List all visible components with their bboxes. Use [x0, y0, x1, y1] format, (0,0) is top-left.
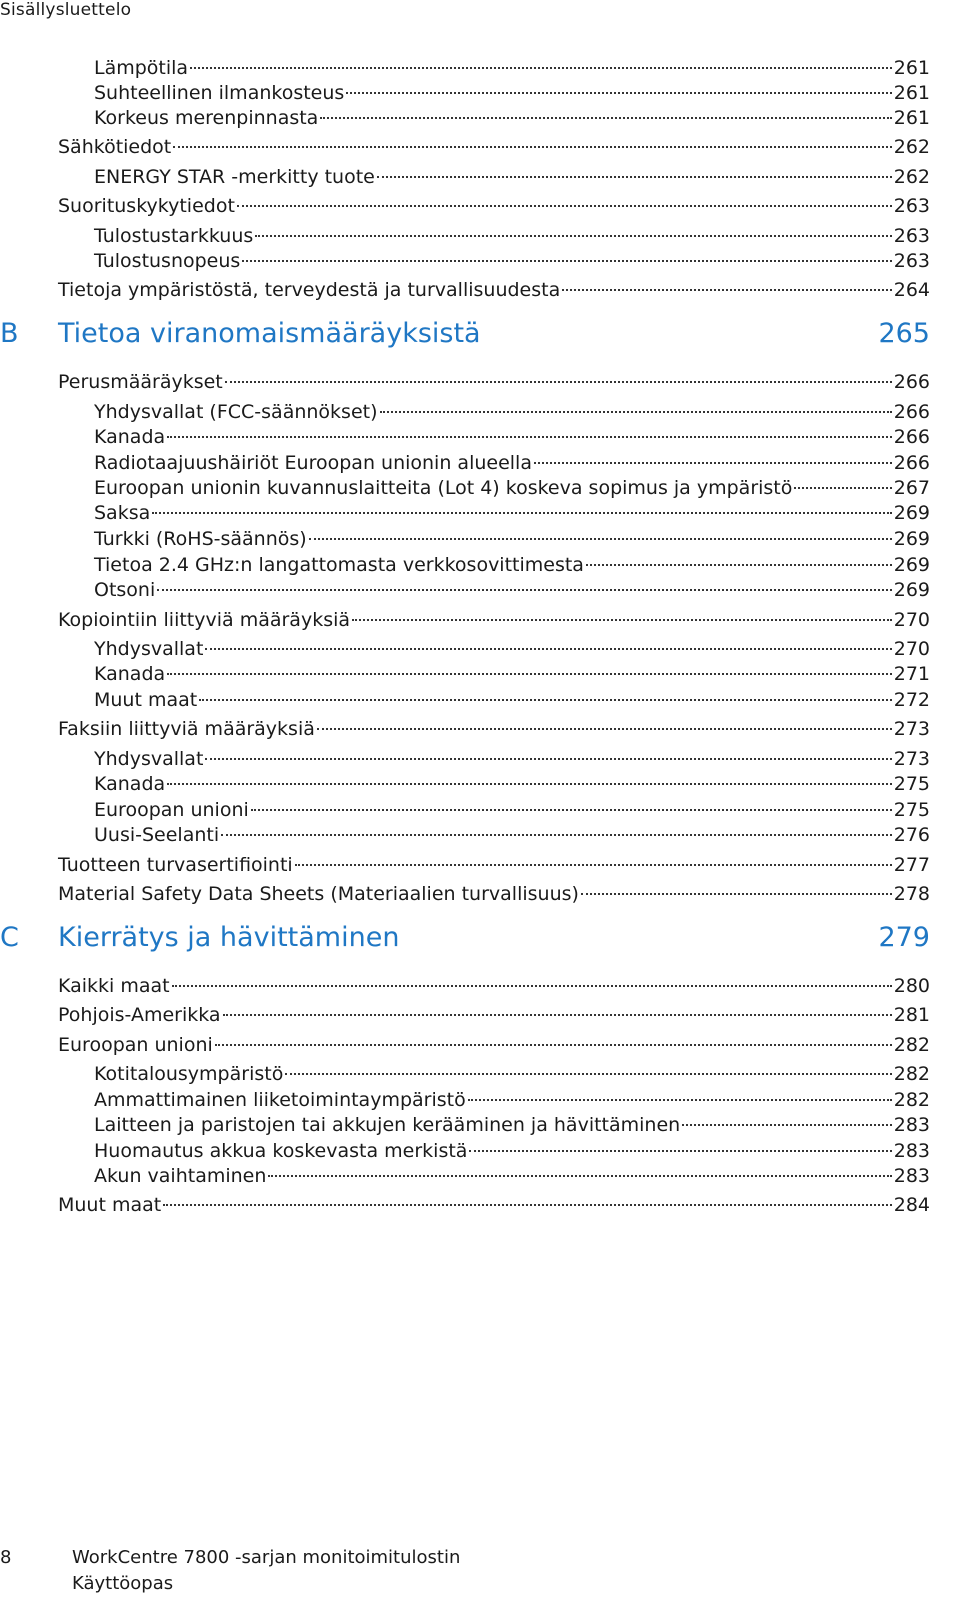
toc-entry-title: Euroopan unioni	[94, 799, 249, 821]
toc-entry-page: 282	[893, 1063, 930, 1085]
toc-entry-page: 276	[893, 824, 930, 846]
toc-entry-page: 261	[893, 82, 930, 104]
toc-entry[interactable]	[0, 526, 960, 552]
dot-leader	[469, 1150, 891, 1152]
toc-entry-title: Faksiin liittyviä määräyksiä	[58, 718, 315, 740]
toc-entry-page: 270	[893, 638, 930, 660]
dot-leader	[172, 985, 892, 987]
toc-entry-page: 273	[893, 718, 930, 740]
toc-entry[interactable]	[0, 424, 960, 450]
toc-entry-title: Uusi-Seelanti	[94, 824, 220, 846]
footer-product-name: WorkCentre 7800 -sarjan monitoimitulostin	[72, 1547, 461, 1568]
dot-leader	[167, 436, 892, 438]
chapter-title: Kierrätys ja hävittäminen	[58, 922, 400, 953]
footer-guide-name: Käyttöopas	[72, 1573, 174, 1594]
toc-entry-title: Suorituskykytiedot	[58, 195, 235, 217]
toc-entry-page: 272	[893, 689, 930, 711]
toc-entry-page: 283	[893, 1114, 930, 1136]
dot-leader	[221, 834, 892, 836]
dot-leader	[682, 1124, 892, 1126]
dot-leader	[205, 648, 891, 650]
chapter-letter: B	[0, 318, 19, 349]
toc-entry-title: Euroopan unionin kuvannuslaitteita (Lot 4) koskeva sopimus ja ympäristö	[94, 477, 793, 499]
dot-leader	[268, 1175, 891, 1177]
toc-entry[interactable]	[0, 1061, 960, 1087]
toc-entry-page: 269	[893, 579, 930, 601]
toc-entry[interactable]	[0, 852, 960, 878]
toc-entry-page: 263	[893, 250, 930, 272]
toc-entry-page: 262	[893, 136, 930, 158]
dot-leader	[167, 673, 892, 675]
toc-entry[interactable]	[0, 223, 960, 249]
toc-entry-title: Yhdysvallat	[94, 638, 204, 660]
toc-entry-page: 278	[893, 883, 930, 905]
toc-entry-title: Kaikki maat	[58, 975, 170, 997]
dot-leader	[468, 1099, 892, 1101]
toc-entry-title: Akun vaihtaminen	[94, 1165, 267, 1187]
toc-entry[interactable]	[0, 607, 960, 633]
toc-entry[interactable]	[0, 822, 960, 848]
toc-entry-page: 283	[893, 1165, 930, 1187]
toc-entry-page: 282	[893, 1089, 930, 1111]
toc-entry-title: Turkki (RoHS-säännös)	[94, 528, 307, 550]
toc-entry-page: 275	[893, 773, 930, 795]
chapter-title: Tietoa viranomaismääräyksistä	[58, 318, 481, 349]
dot-leader	[285, 1073, 891, 1075]
toc-entry-page: 267	[893, 477, 930, 499]
dot-leader	[152, 512, 891, 514]
dot-leader	[346, 92, 891, 94]
toc-entry-page: 263	[893, 195, 930, 217]
toc-entry-page: 280	[893, 975, 930, 997]
toc-entry[interactable]	[0, 973, 960, 999]
dot-leader	[251, 809, 892, 811]
toc-entry[interactable]	[0, 797, 960, 823]
toc-entry-page: 266	[893, 401, 930, 423]
toc-entry-title: Kanada	[94, 663, 166, 685]
toc-entry-title: Tietoa 2.4 GHz:n langattomasta verkkosovittimesta	[94, 554, 584, 576]
dot-leader	[309, 538, 892, 540]
dot-leader	[794, 487, 891, 489]
toc-entry[interactable]	[0, 881, 960, 907]
toc-entry-title: Suhteellinen ilmankosteus	[94, 82, 345, 104]
toc-entry[interactable]	[0, 248, 960, 274]
toc-entry-title: Huomautus akkua koskevasta merkistä	[94, 1140, 468, 1162]
toc-entry-title: Laitteen ja paristojen tai akkujen kerääminen ja hävittäminen	[94, 1114, 681, 1136]
dot-leader	[380, 411, 892, 413]
chapter-letter: C	[0, 922, 19, 953]
toc-entry[interactable]	[0, 369, 960, 395]
dot-leader	[242, 260, 891, 262]
dot-leader	[317, 728, 892, 730]
dot-leader	[157, 589, 891, 591]
toc-entry[interactable]	[0, 475, 960, 501]
toc-entry[interactable]	[0, 716, 960, 742]
toc-entry[interactable]	[0, 1087, 960, 1113]
toc-entry-title: Korkeus merenpinnasta	[94, 107, 319, 129]
dot-leader	[534, 462, 892, 464]
dot-leader	[295, 864, 892, 866]
dot-leader	[173, 146, 891, 148]
chapter-page: 265	[878, 318, 930, 349]
dot-leader	[320, 117, 891, 119]
toc-entry-title: Kanada	[94, 426, 166, 448]
toc-entry-page: 266	[893, 452, 930, 474]
toc-entry-title: Pohjois-Amerikka	[58, 1004, 221, 1026]
toc-entry-page: 262	[893, 166, 930, 188]
toc-entry-title: Radiotaajuushäiriöt Euroopan unionin alueella	[94, 452, 532, 474]
toc-entry[interactable]	[0, 746, 960, 772]
toc-entry-page: 271	[893, 663, 930, 685]
toc-entry-page: 269	[893, 528, 930, 550]
toc-entry[interactable]	[0, 1138, 960, 1164]
toc-entry[interactable]	[0, 134, 960, 160]
toc-entry-page: 269	[893, 502, 930, 524]
toc-entry-page: 264	[893, 279, 930, 301]
dot-leader	[586, 564, 892, 566]
toc-entry[interactable]	[0, 500, 960, 526]
dot-leader	[352, 619, 892, 621]
dot-leader	[205, 758, 891, 760]
toc-entry[interactable]	[0, 193, 960, 219]
toc-entry-page: 269	[893, 554, 930, 576]
toc-entry[interactable]	[0, 636, 960, 662]
toc-entry-page: 284	[893, 1194, 930, 1216]
toc-entry-page: 282	[893, 1034, 930, 1056]
toc-entry[interactable]	[0, 1002, 960, 1028]
dot-leader	[225, 381, 892, 383]
toc-entry-title: Otsoni	[94, 579, 156, 601]
dot-leader	[237, 205, 892, 207]
page-header-title: Sisällysluettelo	[0, 0, 132, 20]
toc-entry-page: 281	[893, 1004, 930, 1026]
toc-entry[interactable]	[0, 450, 960, 476]
toc-entry[interactable]	[0, 399, 960, 425]
dot-leader	[215, 1044, 892, 1046]
dot-leader	[223, 1014, 892, 1016]
dot-leader	[581, 893, 892, 895]
toc-entry-page: 261	[893, 57, 930, 79]
toc-entry-title: Saksa	[94, 502, 151, 524]
toc-entry-page: 277	[893, 854, 930, 876]
toc-entry-page: 263	[893, 225, 930, 247]
toc-entry-title: Yhdysvallat (FCC-säännökset)	[94, 401, 378, 423]
toc-entry[interactable]	[0, 577, 960, 603]
toc-entry-title: Tulostustarkkuus	[94, 225, 254, 247]
toc-entry-title: Tuotteen turvasertifiointi	[58, 854, 293, 876]
dot-leader	[199, 699, 892, 701]
dot-leader	[167, 783, 892, 785]
toc-entry[interactable]	[0, 277, 960, 303]
toc-entry-title: Kopiointiin liittyviä määräyksiä	[58, 609, 351, 631]
toc-entry-title: Perusmääräykset	[58, 371, 223, 393]
dot-leader	[255, 235, 891, 237]
footer-page-number: 8	[0, 1547, 12, 1568]
chapter-page: 279	[878, 922, 930, 953]
toc-entry-title: Yhdysvallat	[94, 748, 204, 770]
toc-entry-title: Tietoja ympäristöstä, terveydestä ja turvallisuudesta	[58, 279, 561, 301]
toc-entry[interactable]	[0, 164, 960, 190]
dot-leader	[562, 289, 891, 291]
toc-entry-page: 266	[893, 371, 930, 393]
toc-entry-title: Ammattimainen liiketoimintaympäristö	[94, 1089, 466, 1111]
dot-leader	[163, 1204, 892, 1206]
toc-entry-title: Euroopan unioni	[58, 1034, 213, 1056]
toc-entry-page: 270	[893, 609, 930, 631]
toc-entry[interactable]	[0, 661, 960, 687]
dot-leader	[377, 176, 892, 178]
toc-entry-title: Material Safety Data Sheets (Materiaalien turvallisuus)	[58, 883, 579, 905]
toc-entry[interactable]	[0, 80, 960, 106]
dot-leader	[190, 67, 892, 69]
toc-entry-title: Lämpötila	[94, 57, 189, 79]
toc-entry-page: 266	[893, 426, 930, 448]
toc-entry[interactable]	[0, 105, 960, 131]
toc-entry-page: 273	[893, 748, 930, 770]
toc-entry-title: Kanada	[94, 773, 166, 795]
toc-entry[interactable]	[0, 771, 960, 797]
toc-entry[interactable]	[0, 1112, 960, 1138]
toc-entry-title: Kotitalousympäristö	[94, 1063, 284, 1085]
toc-entry-title: Muut maat	[58, 1194, 162, 1216]
toc-entry[interactable]	[0, 1163, 960, 1189]
toc-entry-page: 283	[893, 1140, 930, 1162]
toc-entry-title: Sähkötiedot	[58, 136, 172, 158]
toc-entry[interactable]	[0, 55, 960, 81]
toc-entry[interactable]	[0, 552, 960, 578]
toc-entry-title: Tulostusnopeus	[94, 250, 241, 272]
toc-entry[interactable]	[0, 687, 960, 713]
toc-entry-page: 261	[893, 107, 930, 129]
toc-entry[interactable]	[0, 1032, 960, 1058]
chapter-heading-c[interactable]	[0, 920, 960, 956]
toc-entry-title: Muut maat	[94, 689, 198, 711]
toc-entry-title: ENERGY STAR -merkitty tuote	[94, 166, 375, 188]
toc-entry[interactable]	[0, 1192, 960, 1218]
chapter-heading-b[interactable]	[0, 316, 960, 352]
toc-entry-page: 275	[893, 799, 930, 821]
